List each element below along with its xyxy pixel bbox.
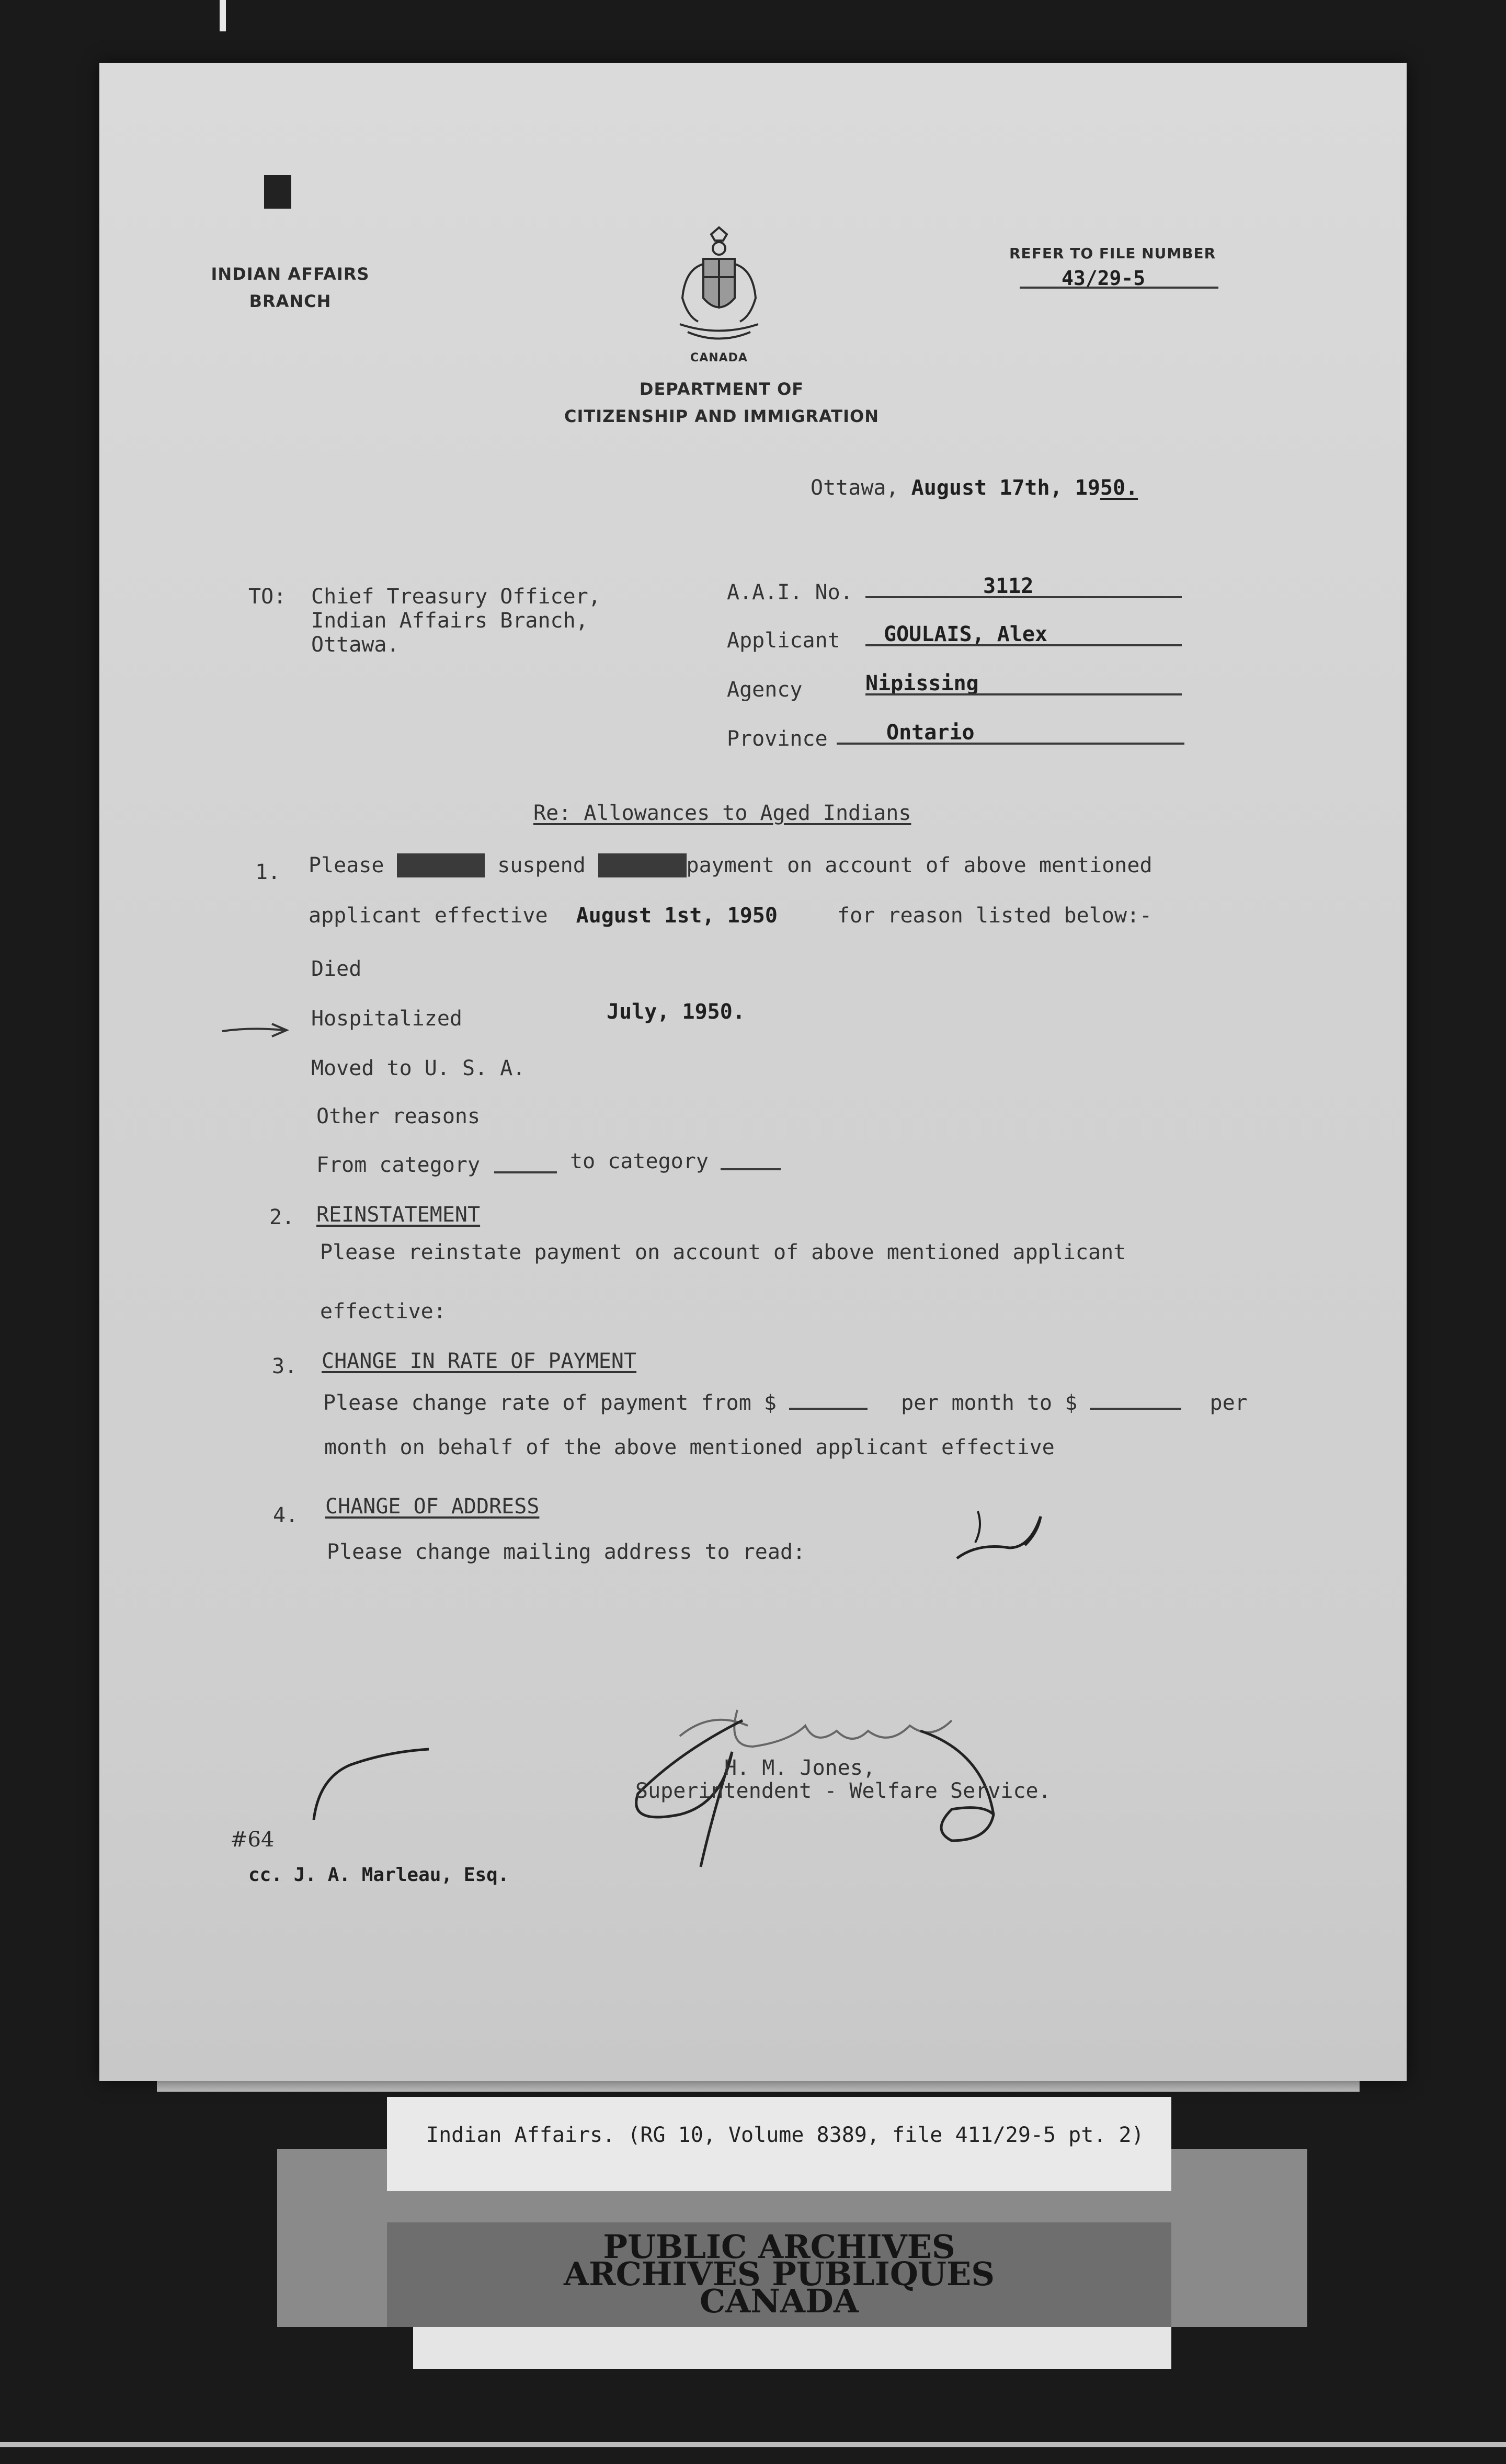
section3-from-line	[789, 1408, 868, 1410]
addressee-line1: Chief Treasury Officer,	[311, 585, 601, 609]
section2-number: 2.	[269, 1205, 295, 1229]
refer-file-label: REFER TO FILE NUMBER	[1009, 245, 1216, 262]
frame-edge-bottom	[0, 2442, 1506, 2447]
field-agency-line	[865, 693, 1182, 695]
date-place: Ottawa,	[811, 476, 899, 500]
section1-please: Please	[309, 853, 384, 877]
cc-line: cc. J. A. Marleau, Esq.	[248, 1864, 509, 1886]
archive-stamp-line3: CANADA	[699, 2282, 859, 2320]
section1-number: 1.	[255, 860, 281, 884]
section3-line1	[323, 1391, 1248, 1415]
section1-line1-rest: payment on account of above mentioned	[686, 853, 1153, 877]
pencil-stroke-icon	[309, 1741, 434, 1827]
arrow-icon	[220, 1020, 293, 1043]
hospitalized-date: July, 1950.	[607, 1000, 745, 1024]
section4-line1: Please change mailing address to read:	[327, 1540, 806, 1564]
section1-line1	[309, 853, 1153, 877]
section2-line2: effective:	[320, 1299, 446, 1324]
section4-number: 4.	[273, 1503, 299, 1527]
date-value: August 17th, 19	[911, 476, 1100, 500]
section1-struck-word2: cbxxxxx	[598, 853, 687, 877]
archive-stamp-line2: ARCHIVES PUBLIQUES	[563, 2255, 995, 2293]
file-number-line	[1020, 287, 1218, 289]
addressee-line3: Ottawa.	[311, 633, 400, 657]
field-applicant-line	[865, 644, 1182, 646]
archive-reference: Indian Affairs. (RG 10, Volume 8389, file 411/29-5 pt. 2)	[426, 2123, 1144, 2147]
department-heading	[539, 375, 905, 430]
field-province-value: Ontario	[886, 721, 975, 745]
date-line	[811, 476, 1138, 500]
section3-per: per	[1210, 1391, 1248, 1415]
section1-reason-prompt: for reason listed below:-	[837, 904, 1153, 928]
addressee-line2: Indian Affairs Branch,	[311, 609, 588, 633]
category-from-label: From category	[316, 1153, 481, 1177]
section4-title: CHANGE OF ADDRESS	[325, 1495, 540, 1519]
field-aai-value: 3112	[983, 574, 1034, 598]
reason-other: Other reasons	[316, 1104, 481, 1128]
to-label: TO:	[248, 585, 287, 609]
field-agency-value: Nipissing	[865, 671, 979, 695]
dept-line2: CITIZENSHIP AND IMMIGRATION	[564, 406, 879, 426]
field-applicant-label: Applicant	[727, 629, 840, 653]
country-label: CANADA	[690, 351, 748, 364]
field-aai-line	[865, 596, 1182, 598]
category-to-label: to category	[570, 1149, 709, 1173]
dept-line1: DEPARTMENT OF	[639, 379, 804, 399]
reason-died: Died	[311, 957, 362, 981]
section2-line1: Please reinstate payment on account of above mentioned applicant	[320, 1240, 1126, 1264]
signature-name: H. M. Jones,	[724, 1756, 875, 1780]
section3-title: CHANGE IN RATE OF PAYMENT	[322, 1349, 637, 1373]
field-applicant-value: GOULAIS, Alex	[884, 622, 1048, 646]
category-to-line	[721, 1168, 781, 1170]
section3-line2: month on behalf of the above mentioned applicant effective	[324, 1435, 1055, 1459]
coat-of-arms-icon	[667, 225, 771, 350]
check-mark-icon	[946, 1496, 1082, 1576]
section1-applicant-effective: applicant effective	[309, 904, 548, 928]
section3-from-text: Please change rate of payment from $	[323, 1391, 777, 1415]
footer-note: #64	[230, 1828, 275, 1852]
branch-line1: INDIAN AFFAIRS	[211, 264, 370, 284]
field-aai-label: A.A.I. No.	[727, 580, 853, 604]
section1-struck-word1: xxxxxxx	[396, 853, 485, 877]
reason-moved: Moved to U. S. A.	[311, 1056, 526, 1080]
signature-title: Superintendent - Welfare Service.	[635, 1779, 1051, 1803]
section3-number: 3.	[272, 1354, 298, 1378]
field-province-line	[837, 743, 1184, 745]
section1-line2	[309, 904, 1152, 928]
section1-effective-date: August 1st, 1950	[576, 904, 778, 928]
bottom-strip	[413, 2327, 1171, 2369]
file-number: 43/29-5	[1062, 267, 1146, 290]
branch-heading	[193, 260, 387, 315]
reason-hospitalized: Hospitalized	[311, 1007, 462, 1031]
section1-suspend: suspend	[497, 853, 586, 877]
field-province-label: Province	[727, 727, 828, 751]
category-from-line	[494, 1171, 557, 1173]
frame-edge-left	[220, 0, 226, 31]
date-year: 50.	[1100, 476, 1138, 500]
section2-title: REINSTATEMENT	[316, 1203, 481, 1227]
subject-line: Re: Allowances to Aged Indians	[533, 801, 911, 825]
section3-to-line	[1090, 1408, 1181, 1410]
field-agency-label: Agency	[727, 678, 803, 702]
corner-mark	[264, 175, 291, 209]
archive-stamp-line1: PUBLIC ARCHIVES	[603, 2228, 955, 2266]
addressee-block	[311, 585, 601, 657]
section3-to-text: per month to $	[901, 1391, 1078, 1415]
branch-line2: BRANCH	[249, 291, 332, 311]
